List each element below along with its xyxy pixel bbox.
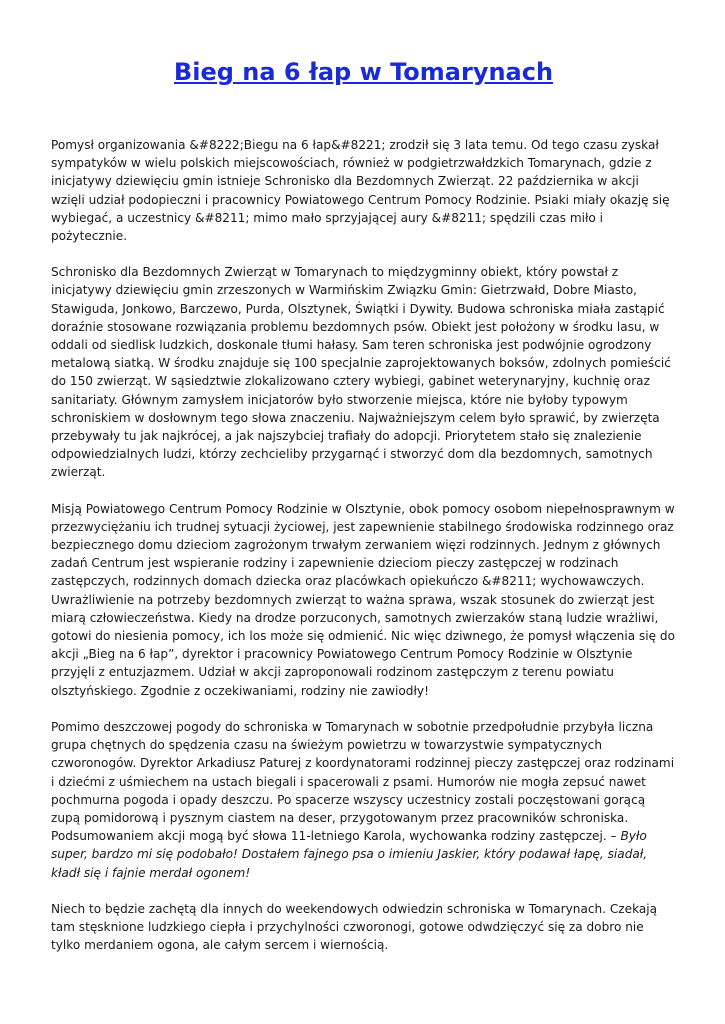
paragraph-event — [51, 718, 676, 882]
paragraph-closing: Niech to będzie zachętą dla innych do weekendowych odwiedzin schroniska w Tomarynach. Czekają tam stęsknione ludzkiego ciepła i przychylności czworonogi, gotowe odwdzięczyć się za dobro nie tylko merdaniem ogona, ale całym sercem i wiernością. — [51, 901, 658, 953]
paragraph-intro: Pomysł organizowania &#8222;Biegu na 6 łap&#8221; zrodził się 3 lata temu. Od tego czasu zyskał sympatyków w wielu polskich miejscowościach, również w podgietrzwałdzkich Tomarynach, gdzie z inicjatywy dziewięciu gmin istnieje Schronisko dla Bezdomnych Zwierząt. 22 października w akcji wzięli udział podopieczni i pracownicy Powiatowego Centrum Pomocy Rodzinie. Psiaki miały okazję się wybiegać, a uczestnicy &#8211; mimo mało sprzyjającej aury &#8211; spędzili czas miło i pożytecznie. — [51, 138, 670, 244]
paragraph-shelter: Schronisko dla Bezdomnych Zwierząt w Tomarynach to międzygminny obiekt, który powstał z inicjatywy dziewięciu gmin zrzeszonych w Warmińskim Związku Gmin: Gietrzwałd, Dobre Miasto, Stawiguda, Jonkowo, Barczewo, Purda, Olsztynek, Świątki i Dywity. Budowa schroniska miała zastąpić doraźnie stosowane rozwiązania problemu bezdomnych psów. Obiekt jest położony w środku lasu, w oddali od siedlisk ludzkich, doskonale tłumi hałasy. Sam teren schroniska jest podwójnie ogrodzony metalową siatką. W środku znajduje się 100 specjalnie zaprojektowanych boksów, zdolnych pomieścić do 150 zwierząt. W sąsiedztwie zlokalizowano cztery wybiegi, gabinet weterynaryjny, kuchnię oraz sanitariaty. Głównym zamysłem inicjatorów było stworzenie miejsca, które nie byłoby typowym schroniskiem w dosłownym tego słowa znaczeniu. Najważniejszym celem było sprawić, by zwierzęta przebywały tu jak najkrócej, a jak najszybciej trafiały do adopcji. Priorytetem stało się znalezienie odpowiedzialnych ludzi, którzy zechcieliby przygarnąć i stworzyć dom dla bezdomnych, samotnych zwierząt. — [51, 265, 671, 480]
paragraph-event-text: Pomimo deszczowej pogody do schroniska w Tomarynach w sobotnie przedpołudnie przybyła liczna grupa chętnych do spędzenia czasu na świeżym powietrzu w towarzystwie sympatycznych czworonogów. Dyrektor Arkadiusz Paturej z koordynatorami rodzinnej pieczy zastępczej oraz rodzinami i dziećmi z uśmiechem na ustach biegali i spacerowali z psami. Humorów nie mogła zepsuć nawet pochmurna pogoda i opady deszczu. Po spacerze wszyscy uczestnicy zostali poczęstowani gorącą zupą pomidorową i pysznym ciastem na deser, przygotowanym przez pracowników schroniska. Podsumowaniem akcji mogą być słowa 11-letniego Karola, wychowanka rodziny zastępczej. – — [51, 719, 675, 844]
paragraph-awareness: Uwrażliwienie na potrzeby bezdomnych zwierząt to ważna sprawa, wszak stosunek do zwierząt jest miarą człowieczeństwa. Kiedy na drodze porzuconych, samotnych zwierzaków staną ludzie wrażliwi, gotowi do niesienia pomocy, ich los może się odmienić. Nic więc dziwnego, że pomysł włączenia się do akcji „Bieg na 6 łap”, dyrektor i pracownicy Powiatowego Centrum Pomocy Rodzinie w Olsztynie przyjęli z entuzjazmem. Udział w akcji zaproponowali rodzinom zastępczym z terenu powiatu olsztyńskiego. Zgodnie z oczekiwaniami, rodziny nie zawiodły! — [51, 592, 675, 698]
article-title-link[interactable]: Bieg na 6 łap w Tomarynach — [173, 58, 554, 86]
paragraph-mission: Misją Powiatowego Centrum Pomocy Rodzinie w Olsztynie, obok pomocy osobom niepełnosprawnym w przezwyciężaniu ich trudnej sytuacji życiowej, jest zapewnienie stabilnego środowiska rodzinnego oraz bezpiecznego domu dzieciom zagrożonym trwałym zerwaniem więzi rodzinnych. Jednym z głównych zadań Centrum jest wspieranie rodziny i zapewnienie dzieciom pieczy zastępczej w rodzinach zastępczych, rodzinnych domach dziecka oraz placówkach opiekuńczo &#8211; wychowawczych. — [51, 501, 675, 589]
article-body — [51, 136, 676, 972]
quote-karol: Było super, bardzo mi się podobało! Dostałem fajnego psa o imieniu Jaskier, który podawał łapę, siadał, kładł się i fajnie merdał ogonem! — [51, 829, 648, 880]
article-title — [51, 56, 676, 88]
